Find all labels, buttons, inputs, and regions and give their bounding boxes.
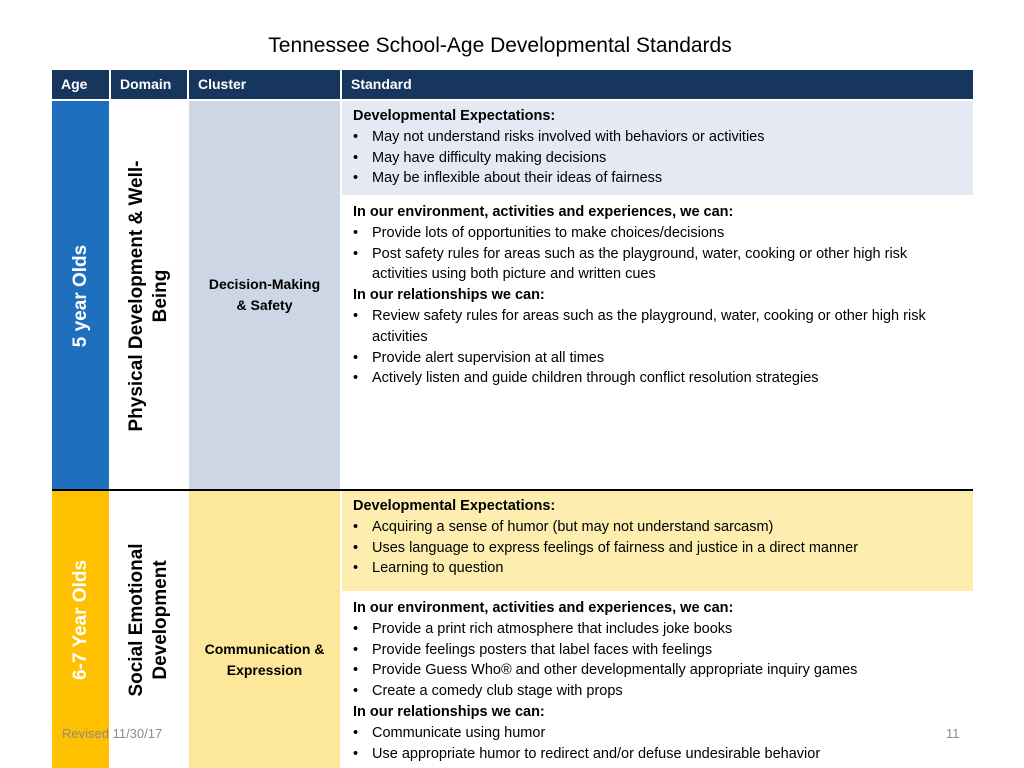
page-title: Tennessee School-Age Developmental Standards bbox=[268, 34, 732, 57]
list-item: • Actively listen and guide children through conflict resolution strategies bbox=[353, 368, 965, 389]
developmental-expectations bbox=[342, 491, 973, 591]
header-cluster: Cluster bbox=[189, 70, 340, 99]
list-item: • Create a comedy club stage with props bbox=[353, 681, 965, 702]
list-item: • Provide lots of opportunities to make choices/decisions bbox=[353, 223, 965, 244]
header-standard: Standard bbox=[342, 70, 973, 99]
list-item: • May not understand risks involved with behaviors or activities bbox=[353, 127, 965, 148]
section-heading: Developmental Expectations: bbox=[353, 108, 556, 124]
header-age: Age bbox=[52, 70, 109, 99]
section-heading: Developmental Expectations: bbox=[353, 498, 556, 514]
list-item: • Uses language to express feelings of fairness and justice in a direct manner bbox=[353, 538, 965, 559]
header-domain: Domain bbox=[111, 70, 187, 99]
age-label: 6-7 Year Olds bbox=[69, 559, 91, 680]
list-item: • Communicate using humor bbox=[353, 723, 965, 744]
domain-cell bbox=[111, 101, 187, 490]
section-heading: In our relationships we can: bbox=[353, 703, 545, 720]
section-heading: In our environment, activities and experiences, we can: bbox=[353, 204, 734, 220]
strategies-block bbox=[342, 197, 973, 490]
cluster-cell bbox=[189, 491, 340, 768]
domain-label: Physical Development & Well- Being bbox=[126, 159, 171, 432]
list-item: • Provide alert supervision at all times bbox=[353, 348, 965, 369]
list-item: • Learning to question bbox=[353, 558, 965, 579]
revised-date: Revised 11/30/17 bbox=[62, 726, 163, 741]
strategies-block bbox=[342, 593, 973, 768]
list-item: • Use appropriate humor to redirect and/or defuse undesirable behavior bbox=[353, 744, 965, 765]
section-heading: In our environment, activities and experiences, we can: bbox=[353, 600, 734, 616]
developmental-expectations bbox=[342, 101, 973, 195]
cluster-label: Decision-Making & Safety bbox=[208, 276, 321, 313]
list-item: • Acquiring a sense of humor (but may not understand sarcasm) bbox=[353, 517, 965, 538]
age-label: 5 year Olds bbox=[69, 244, 91, 347]
list-item: • Provide Guess Who® and other developmentally appropriate inquiry games bbox=[353, 660, 965, 681]
list-item: • May be inflexible about their ideas of fairness bbox=[353, 168, 965, 189]
list-item: • Review safety rules for areas such as the playground, water, cooking or other high risk activities bbox=[353, 306, 965, 348]
list-item: • Provide feelings posters that label faces with feelings bbox=[353, 640, 965, 661]
section-heading: In our relationships we can: bbox=[353, 287, 545, 304]
page-number: 11 bbox=[946, 726, 960, 741]
cluster-label: Communication & Expression bbox=[204, 641, 325, 678]
list-item: • Provide a print rich atmosphere that includes joke books bbox=[353, 619, 965, 640]
list-item: • Post safety rules for areas such as the playground, water, cooking or other high risk activities using both picture and written cues bbox=[353, 244, 965, 286]
cluster-cell bbox=[189, 101, 340, 490]
age-cell bbox=[52, 101, 109, 490]
list-item: • May have difficulty making decisions bbox=[353, 148, 965, 169]
domain-label: Social Emotional Development bbox=[126, 542, 171, 697]
